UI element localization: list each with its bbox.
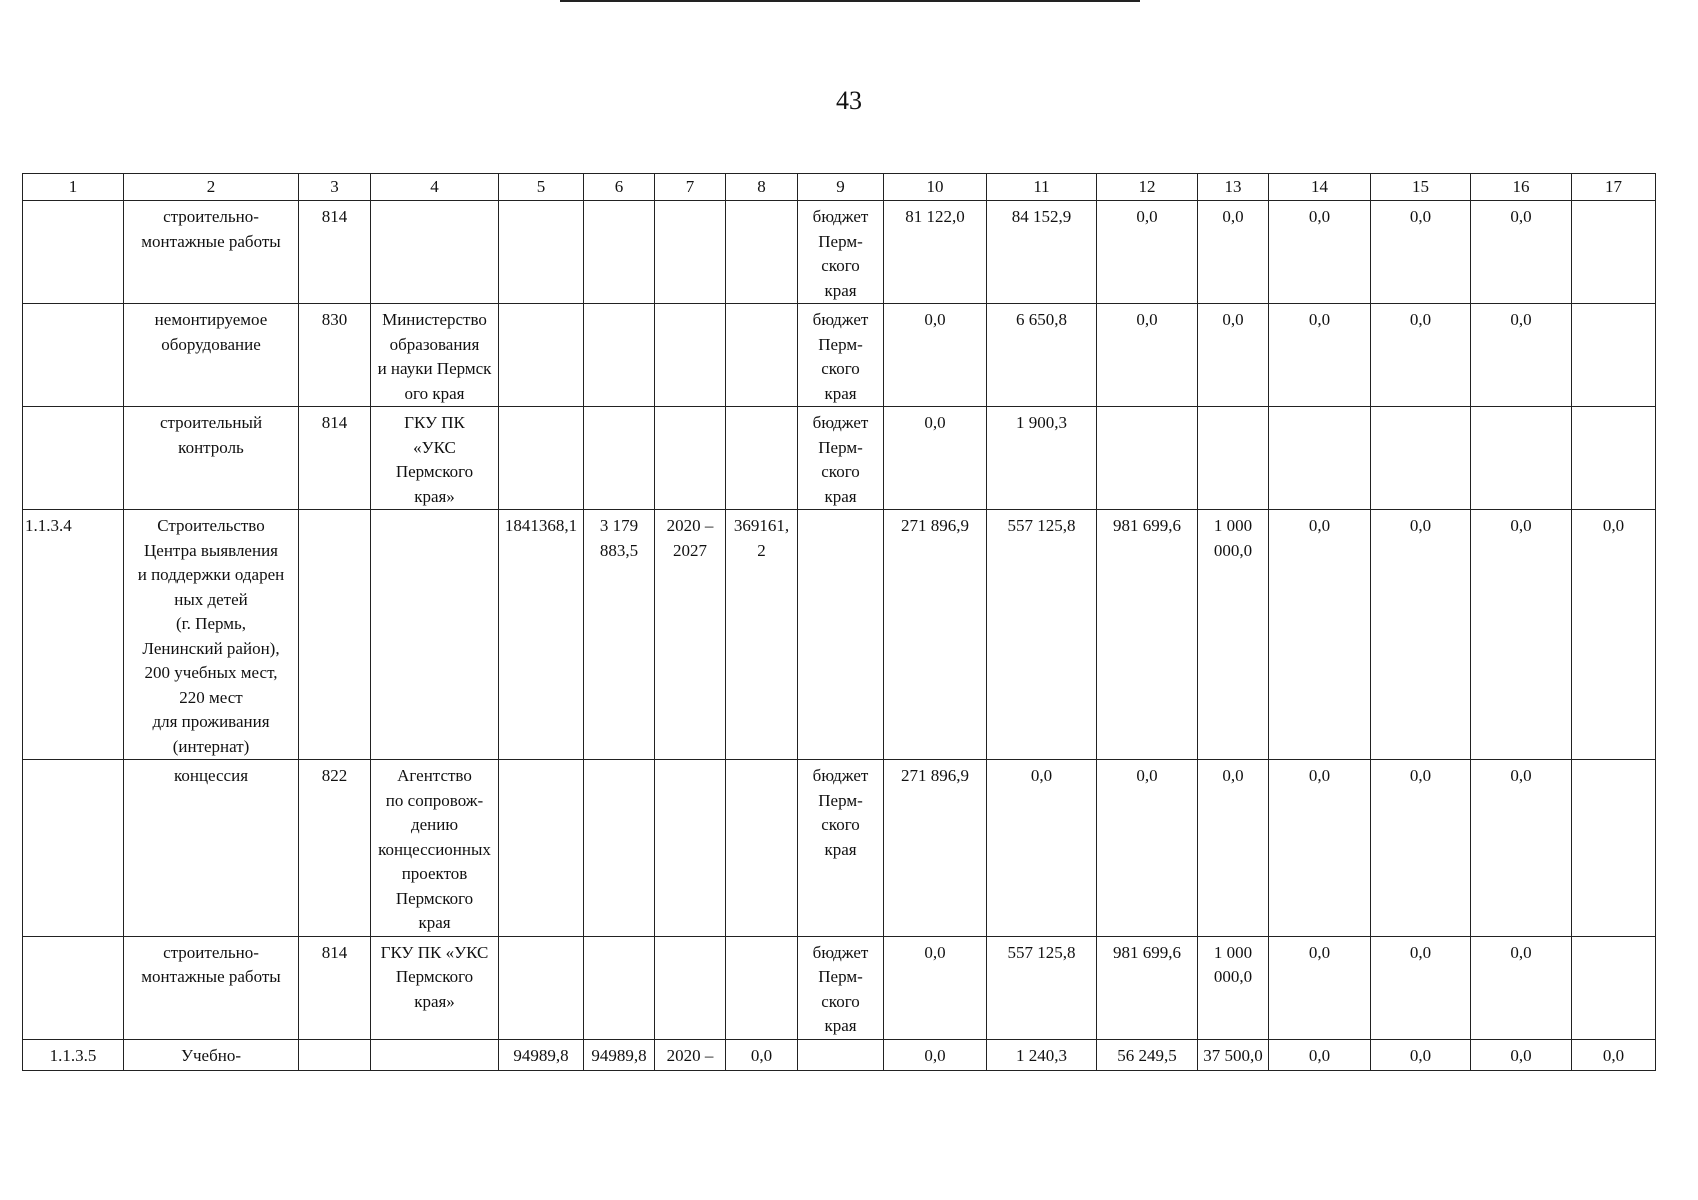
table-cell [1269,407,1371,510]
table-cell: 0,0 [1269,936,1371,1039]
table-cell: 0,0 [1097,304,1198,407]
table-cell: бюджет Перм- ского края [798,407,884,510]
table-cell [1572,304,1656,407]
table-cell: 0,0 [1269,760,1371,937]
table-cell: 1 240,3 [987,1039,1097,1070]
column-header: 4 [371,174,499,201]
table-cell: 1841368,1 [499,510,584,760]
top-edge-line [560,0,1140,2]
table-cell: 0,0 [1471,510,1572,760]
column-header: 15 [1371,174,1471,201]
table-cell [655,201,726,304]
column-header: 6 [584,174,655,201]
table-cell [371,1039,499,1070]
table-cell: 0,0 [1471,304,1572,407]
table-cell [499,304,584,407]
table-cell: немонтируемое оборудование [124,304,299,407]
table-cell [726,760,798,937]
table-cell [499,760,584,937]
column-header: 11 [987,174,1097,201]
table-cell: 0,0 [1371,1039,1471,1070]
table-cell: 84 152,9 [987,201,1097,304]
table-cell [584,201,655,304]
table-cell [299,1039,371,1070]
table-cell: 0,0 [1471,936,1572,1039]
budget-table [22,173,1656,1071]
table-cell [726,201,798,304]
table-cell [726,407,798,510]
table-cell [371,510,499,760]
table-cell: 0,0 [1471,1039,1572,1070]
table-cell [1198,407,1269,510]
table-cell: 1 000 000,0 [1198,510,1269,760]
table-cell [584,304,655,407]
table-cell: 94989,8 [499,1039,584,1070]
table-cell [23,304,124,407]
table-cell [1371,407,1471,510]
table-cell: 3 179 883,5 [584,510,655,760]
table-cell: 0,0 [1198,304,1269,407]
table-row [23,201,1656,304]
page-number: 43 [836,86,862,115]
table-cell: 830 [299,304,371,407]
table-cell [1572,407,1656,510]
table-cell: 1 900,3 [987,407,1097,510]
table-cell [655,304,726,407]
header-row [23,174,1656,201]
column-header: 2 [124,174,299,201]
column-header: 17 [1572,174,1656,201]
table-cell: 2020 – [655,1039,726,1070]
table-cell: 1.1.3.5 [23,1039,124,1070]
table-cell: 0,0 [987,760,1097,937]
table-row [23,760,1656,937]
table-cell: 271 896,9 [884,510,987,760]
table-cell: 0,0 [1269,304,1371,407]
table-cell: бюджет Перм- ского края [798,936,884,1039]
table-cell: 0,0 [1198,760,1269,937]
table-cell [655,407,726,510]
table-cell [655,936,726,1039]
table-cell: 557 125,8 [987,936,1097,1039]
table-cell [584,936,655,1039]
table-cell: 0,0 [1371,510,1471,760]
table-cell: Учебно- [124,1039,299,1070]
table-cell: 2020 – 2027 [655,510,726,760]
table-cell: 0,0 [1572,1039,1656,1070]
table-cell: 557 125,8 [987,510,1097,760]
column-header: 12 [1097,174,1198,201]
table-cell: 0,0 [726,1039,798,1070]
table-cell: 0,0 [884,936,987,1039]
table-row [23,304,1656,407]
column-header: 14 [1269,174,1371,201]
table-cell: 0,0 [1471,760,1572,937]
table-cell: Строительство Центра выявления и поддержки одарен ных детей (г. Пермь, Ленинский район), 200 учебных мест, 220 мест для проживания (интернат) [124,510,299,760]
table-cell: 981 699,6 [1097,510,1198,760]
table-cell [499,936,584,1039]
table-cell [499,201,584,304]
table-cell [798,1039,884,1070]
table-cell: строительно- монтажные работы [124,936,299,1039]
table-cell: 814 [299,407,371,510]
table-cell [655,760,726,937]
table-cell: 822 [299,760,371,937]
table-cell [1097,407,1198,510]
table-cell [726,936,798,1039]
table-row [23,510,1656,760]
table-cell: 94989,8 [584,1039,655,1070]
table-cell [23,201,124,304]
table-cell: 56 249,5 [1097,1039,1198,1070]
table-cell: 0,0 [1371,201,1471,304]
table-cell: 0,0 [1371,760,1471,937]
table-cell: 1.1.3.4 [23,510,124,760]
table-cell: 6 650,8 [987,304,1097,407]
table-cell: 81 122,0 [884,201,987,304]
table-cell: 0,0 [1269,1039,1371,1070]
table-cell: 0,0 [1198,201,1269,304]
table-cell [23,407,124,510]
table-cell: бюджет Перм- ского края [798,201,884,304]
table-cell: 814 [299,201,371,304]
table-cell [23,760,124,937]
table-cell: 0,0 [884,304,987,407]
column-header: 8 [726,174,798,201]
table-row [23,407,1656,510]
table-cell: 0,0 [1572,510,1656,760]
table-cell: Министерство образования и науки Пермск ого края [371,304,499,407]
column-header: 13 [1198,174,1269,201]
table-cell [584,760,655,937]
table-cell: 271 896,9 [884,760,987,937]
table-cell: 0,0 [1097,760,1198,937]
table-cell: бюджет Перм- ского края [798,304,884,407]
table-cell [371,201,499,304]
table-cell: 0,0 [1371,304,1471,407]
table-cell: строительный контроль [124,407,299,510]
table-cell: 981 699,6 [1097,936,1198,1039]
table-cell: бюджет Перм- ского края [798,760,884,937]
table-cell: ГКУ ПК «УКС Пермского края» [371,936,499,1039]
column-header: 7 [655,174,726,201]
table-cell [1572,760,1656,937]
table-cell: 814 [299,936,371,1039]
table-cell: Агентство по сопровож- дению концессионных проектов Пермского края [371,760,499,937]
table-cell [1471,407,1572,510]
table-cell: 0,0 [884,1039,987,1070]
table-cell: 1 000 000,0 [1198,936,1269,1039]
table-row [23,1039,1656,1070]
table-cell [1572,936,1656,1039]
table-cell [23,936,124,1039]
column-header: 3 [299,174,371,201]
table-cell: строительно- монтажные работы [124,201,299,304]
table-cell [798,510,884,760]
table-cell: концессия [124,760,299,937]
table-cell [499,407,584,510]
column-header: 1 [23,174,124,201]
table-cell: 37 500,0 [1198,1039,1269,1070]
column-header: 16 [1471,174,1572,201]
table-cell [1572,201,1656,304]
table-cell [299,510,371,760]
table-cell: 369161, 2 [726,510,798,760]
table-cell: 0,0 [1471,201,1572,304]
column-header: 10 [884,174,987,201]
table-cell: 0,0 [884,407,987,510]
column-header: 9 [798,174,884,201]
column-header: 5 [499,174,584,201]
table-cell: 0,0 [1269,201,1371,304]
table-cell: 0,0 [1097,201,1198,304]
table-cell: ГКУ ПК «УКС Пермского края» [371,407,499,510]
table-cell [726,304,798,407]
table-cell: 0,0 [1269,510,1371,760]
table-row [23,936,1656,1039]
table-cell [584,407,655,510]
table-cell: 0,0 [1371,936,1471,1039]
